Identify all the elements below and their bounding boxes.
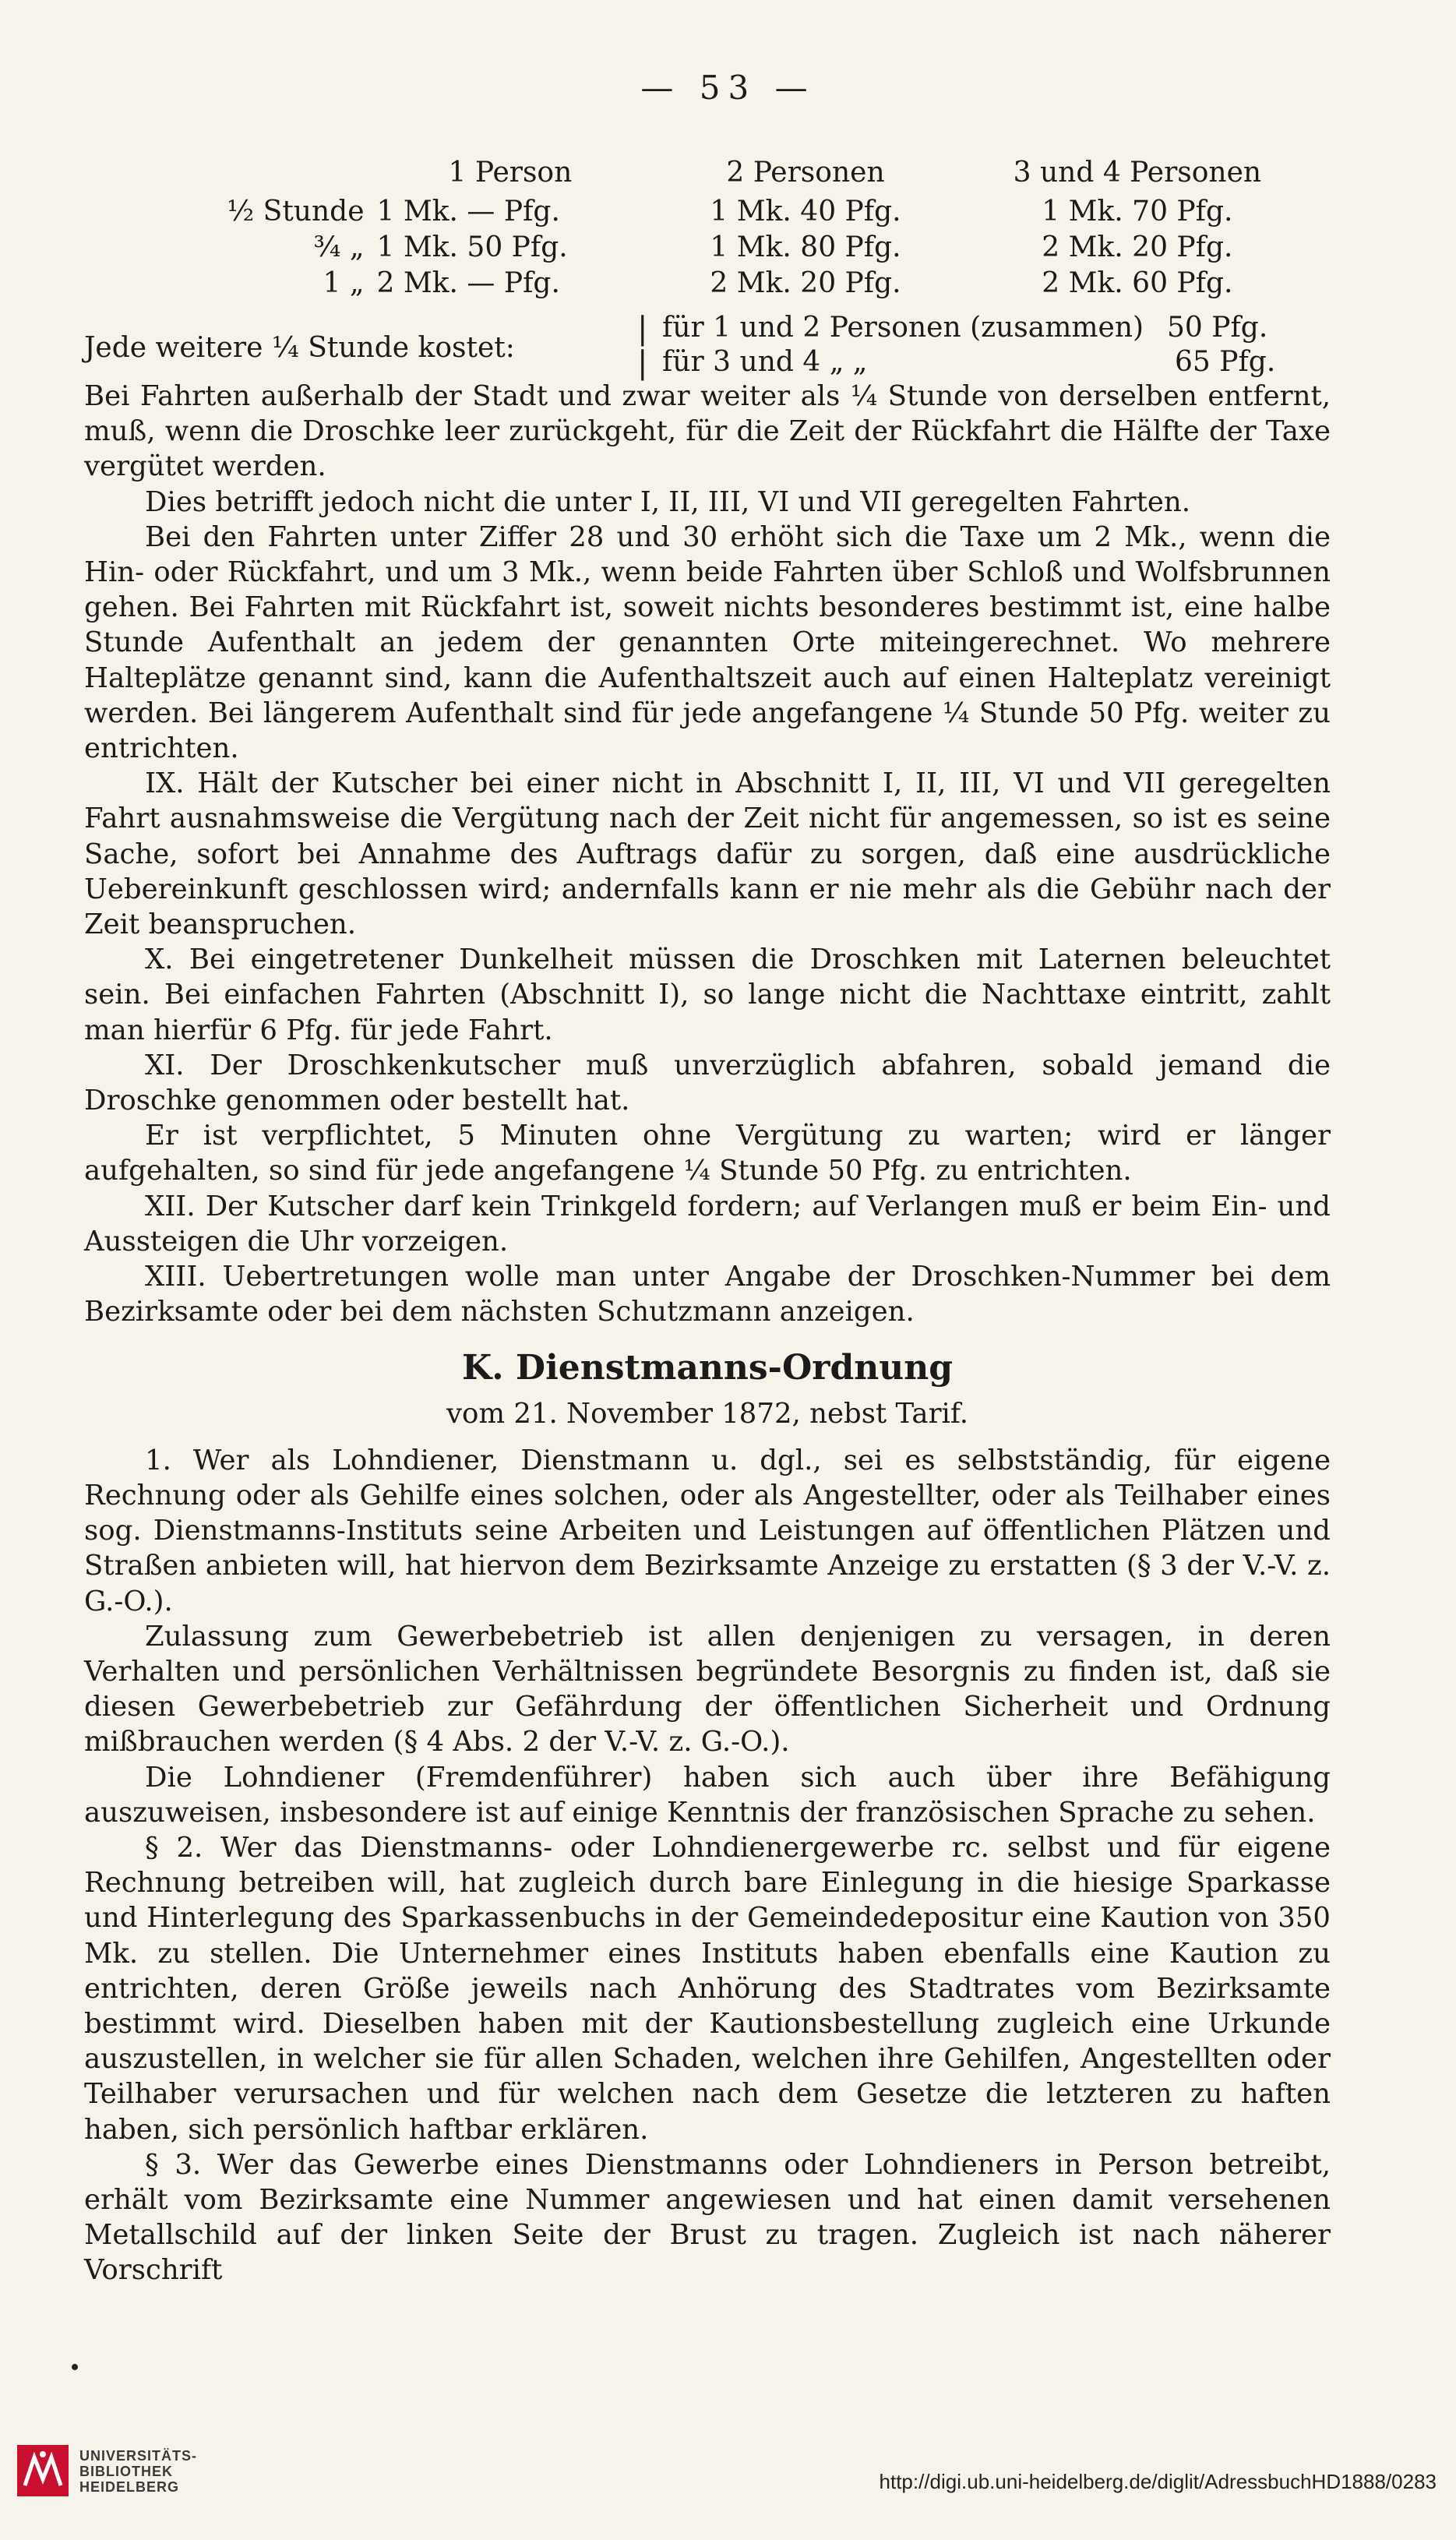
library-name-line: BIBLIOTHEK bbox=[79, 2464, 173, 2479]
extra-rate-label: Jede weitere ¼ Stunde kostet: bbox=[84, 332, 515, 364]
table-cell: 2 Mk. 20 Pfg. bbox=[1042, 231, 1233, 263]
ink-mark bbox=[72, 2364, 78, 2370]
paragraph: XII. Der Kutscher darf kein Trinkgeld fordern; auf Verlangen muß er beim Ein- und Aussteigen die Uhr vorzeigen. bbox=[84, 1190, 1331, 1258]
paragraph: § 2. Wer das Dienstmanns- oder Lohndienergewerbe rc. selbst und für eigene Rechnung betreiben will, hat zugleich durch bare Einlegung in die hiesige Sparkasse und Hinterlegung des Sparkassenbuchs in der Gemeindedepositur eine Kaution von 350 Mk. zu stellen. Die Unternehmer eines Instituts haben ebenfalls eine Kaution zu entrichten, deren Größe jeweils nach Anhörung des Stadtrates vom Bezirksamte bestimmt wird. Dieselben haben mit der Kautionsbestellung zugleich eine Urkunde auszustellen, in welcher sie für allen Schaden, welchen ihre Gehilfen, Angestellten oder Teilhaber verursachen und für welchen nach dem Gesetze die letzteren zu haften haben, sich persönlich haftbar erklären. bbox=[84, 1831, 1331, 2146]
section-title: K. Dienstmanns-Ordnung bbox=[462, 1348, 953, 1388]
fare-table-header bbox=[178, 153, 1307, 192]
page-number: — 53 — bbox=[640, 69, 816, 107]
source-url-link[interactable]: http://digi.ub.uni-heidelberg.de/diglit/AdressbuchHD1888/0283 bbox=[879, 2470, 1437, 2493]
page-body bbox=[84, 379, 1331, 2288]
paragraph: Zulassung zum Gewerbebetrieb ist allen denjenigen zu versagen, in deren Verhalten und persönlichen Verhältnissen begründete Besorgnis zu finden ist, daß sie diesen Gewerbebetrieb zur Gefährdung der öffentlichen Sicherheit und Ordnung mißbrauchen werden (§ 4 Abs. 2 der V.-V. z. G.-O.). bbox=[84, 1620, 1331, 1759]
extra-rate-row-1: für 1 und 2 Personen (zusammen) bbox=[662, 312, 1144, 344]
table-row bbox=[178, 228, 1307, 263]
paragraph: Die Lohndiener (Fremdenführer) haben sich auch über ihre Befähigung auszuweisen, insbesondere ist auf einige Kenntnis der französischen Sprache zu sehen. bbox=[84, 1761, 1331, 1829]
library-name bbox=[79, 2448, 197, 2495]
table-row bbox=[178, 192, 1307, 228]
university-library-logo-icon bbox=[17, 2445, 69, 2496]
paragraph: XI. Der Droschkenkutscher muß unverzüglich abfahren, sobald jemand die Droschke genommen oder bestellt hat. bbox=[84, 1049, 1331, 1117]
paragraph: IX. Hält der Kutscher bei einer nicht in Abschnitt I, II, III, VI und VII geregelten Fahrt ausnahmsweise die Vergütung nach der Zeit nicht für angemessen, so ist es seine Sache, sofort bei Annahme des Auftrags dafür zu sorgen, daß eine ausdrückliche Uebereinkunft geschlossen wird; andernfalls kann er nie mehr als die Gebühr nach der Zeit beanspruchen. bbox=[84, 767, 1331, 941]
table-cell: ¾ „ bbox=[313, 231, 365, 263]
table-cell: 1 „ bbox=[323, 267, 365, 299]
table-row bbox=[178, 263, 1307, 299]
table-cell: 1 Mk. — Pfg. bbox=[376, 196, 560, 228]
table-cell: ½ Stunde bbox=[227, 196, 365, 228]
footer bbox=[0, 2439, 1456, 2517]
fare-table bbox=[178, 153, 1307, 299]
fare-header-1-person: 1 Person bbox=[448, 156, 573, 189]
paragraph: Bei den Fahrten unter Ziffer 28 und 30 erhöht sich die Taxe um 2 Mk., wenn die Hin- oder Rückfahrt, und um 3 Mk., wenn beide Fahrten über Schloß und Wolfsbrunnen gehen. Bei Fahrten mit Rückfahrt ist, soweit nichts besonderes bestimmt ist, eine halbe Stunde Aufenthalt an jedem der genannten Orte miteingerechnet. Wo mehrere Halteplätze genannt sind, kann die Aufenthaltszeit auch auf einen Halteplatz vereinigt werden. Bei längerem Aufenthalt sind für jede angefangene ¼ Stunde 50 Pfg. weiter zu entrichten. bbox=[84, 520, 1331, 765]
fare-header-2-persons: 2 Personen bbox=[726, 156, 885, 189]
table-cell: 1 Mk. 80 Pfg. bbox=[710, 231, 901, 263]
paragraph: XIII. Uebertretungen wolle man unter Angabe der Droschken-Nummer bei dem Bezirksamte oder bei dem nächsten Schutzmann anzeigen. bbox=[84, 1261, 1331, 1328]
table-cell: 2 Mk. 60 Pfg. bbox=[1042, 267, 1233, 299]
table-cell: 2 Mk. — Pfg. bbox=[376, 267, 560, 299]
table-cell: 1 Mk. 50 Pfg. bbox=[376, 231, 568, 263]
section-subtitle: vom 21. November 1872, nebst Tarif. bbox=[446, 1398, 969, 1431]
extra-rate-value-1: 50 Pfg. bbox=[1167, 312, 1268, 344]
paragraph: 1. Wer als Lohndiener, Dienstmann u. dgl., sei es selbstständig, für eigene Rechnung oder als Gehilfe eines solchen, oder als Angestellter, oder als Teilhaber eines sog. Dienstmanns-Instituts seine Arbeiten und Leistungen auf öffentlichen Plätzen und Straßen anbieten will, hat hiervon dem Bezirksamte Anzeige zu erstatten (§ 3 der V.-V. z. G.-O.). bbox=[84, 1444, 1331, 1617]
library-name-line: UNIVERSITÄTS- bbox=[79, 2448, 198, 2464]
brace-glyph: | | bbox=[637, 311, 648, 381]
paragraph: Er ist verpflichtet, 5 Minuten ohne Vergütung zu warten; wird er länger aufgehalten, so sind für jede angefangene ¼ Stunde 50 Pfg. zu entrichten. bbox=[84, 1120, 1331, 1187]
paragraph: Dies betrifft jedoch nicht die unter I, II, III, VI und VII geregelten Fahrten. bbox=[145, 485, 1191, 518]
table-cell: 2 Mk. 20 Pfg. bbox=[710, 267, 901, 299]
table-cell: 1 Mk. 40 Pfg. bbox=[710, 196, 901, 228]
paragraph: Bei Fahrten außerhalb der Stadt und zwar weiter als ¼ Stunde von derselben entfernt, muß, wenn die Droschke leer zurückgeht, für die Zeit der Rückfahrt die Hälfte der Taxe vergütet werden. bbox=[84, 380, 1331, 483]
extra-rate-value-2: 65 Pfg. bbox=[1175, 346, 1276, 378]
fare-header-duration bbox=[178, 153, 377, 192]
paragraph: § 3. Wer das Gewerbe eines Dienstmanns oder Lohndieners in Person betreibt, erhält vom Bezirksamte eine Nummer angewiesen und hat einen damit versehenen Metallschild auf der linken Seite der Brust zu tragen. Zugleich ist nach näherer Vorschrift bbox=[84, 2148, 1331, 2287]
fare-header-3-4-persons: 3 und 4 Personen bbox=[1013, 156, 1262, 189]
library-name-line: HEIDELBERG bbox=[79, 2479, 180, 2495]
table-cell: 1 Mk. 70 Pfg. bbox=[1042, 196, 1233, 228]
extra-rate-row-2: für 3 und 4 „ „ bbox=[662, 346, 868, 378]
paragraph: X. Bei eingetretener Dunkelheit müssen die Droschken mit Laternen beleuchtet sein. Bei einfachen Fahrten (Abschnitt I), so lange nicht die Nachttaxe eintritt, zahlt man hierfür 6 Pfg. für jede Fahrt. bbox=[84, 944, 1331, 1046]
